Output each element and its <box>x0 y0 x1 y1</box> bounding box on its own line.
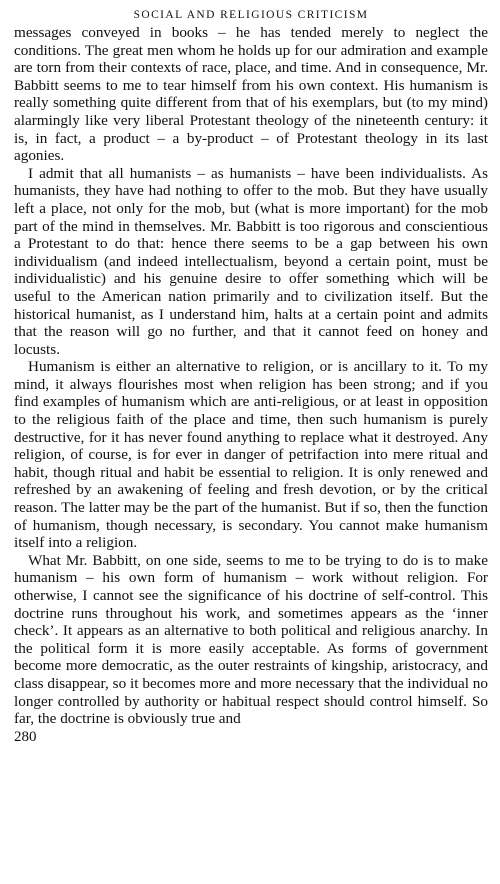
paragraph-2: I admit that all humanists – as humanists – have been individualists. As humanists, they have had nothing to offer to the mob. But they have usually left a place, not only for the mob, but (what is more important) for the mob part of the mind in themselves. Mr. Babbitt is too rigorous and conscientious a Protestant to do that: hence there seems to be a gap between his own individualism (and indeed intellectualism, beyond a certain point, must be individualistic) and his genuine desire to offer something which will be useful to the American nation primarily and to civilization itself. But the historical humanist, as I understand him, halts at a certain point and admits that the reason will go no further, and that it cannot feed on honey and locusts. <box>14 164 488 358</box>
running-head: SOCIAL AND RELIGIOUS CRITICISM <box>133 9 369 21</box>
body-text <box>14 24 488 728</box>
paragraph-4: What Mr. Babbitt, on one side, seems to me to be trying to do is to make humanism – his own form of humanism – work without religion. For otherwise, I cannot see the significance of his doctrine of self-control. This doctrine runs throughout his work, and sometimes appears as the ‘inner check’. It appears as an alternative to both political and religious anarchy. In the political form it is more easily acceptable. As forms of government become more democratic, as the outer restraints of kingship, aristocracy, and class disappear, so it becomes more and more necessary that the individual no longer controlled by authority or habitual respect should control himself. So far, the doctrine is obviously true and <box>14 551 488 728</box>
book-page <box>14 8 488 746</box>
paragraph-3: Humanism is either an alternative to religion, or is ancillary to it. To my mind, it always flourishes most when religion has been strong; and if you find examples of humanism which are anti-religious, or at least in opposition to the religious faith of the place and time, then such humanism is purely destructive, for it has never found anything to replace what it destroyed. Any religion, of course, is for ever in danger of petrifaction into mere ritual and habit, though ritual and habit be essential to religion. It is only renewed and refreshed by an awakening of feeling and fresh devotion, or by the critical reason. The latter may be the part of the humanist. But if so, then the function of humanism, though necessary, is secondary. You cannot make humanism itself into a religion. <box>14 358 488 552</box>
paragraph-1: messages conveyed in books – he has tended merely to neglect the conditions. The great men whom he holds up for our admiration and example are torn from their contexts of race, place, and time. And in consequence, Mr. Babbitt seems to me to tear himself from his own context. His humanism is really something quite different from that of his exemplars, but (to my mind) alarmingly like very liberal Protestant theology of the nineteenth century: it is, in fact, a product – a by-product – of Protestant theology in its last agonies. <box>14 24 488 165</box>
page-number: 280 <box>14 728 37 745</box>
